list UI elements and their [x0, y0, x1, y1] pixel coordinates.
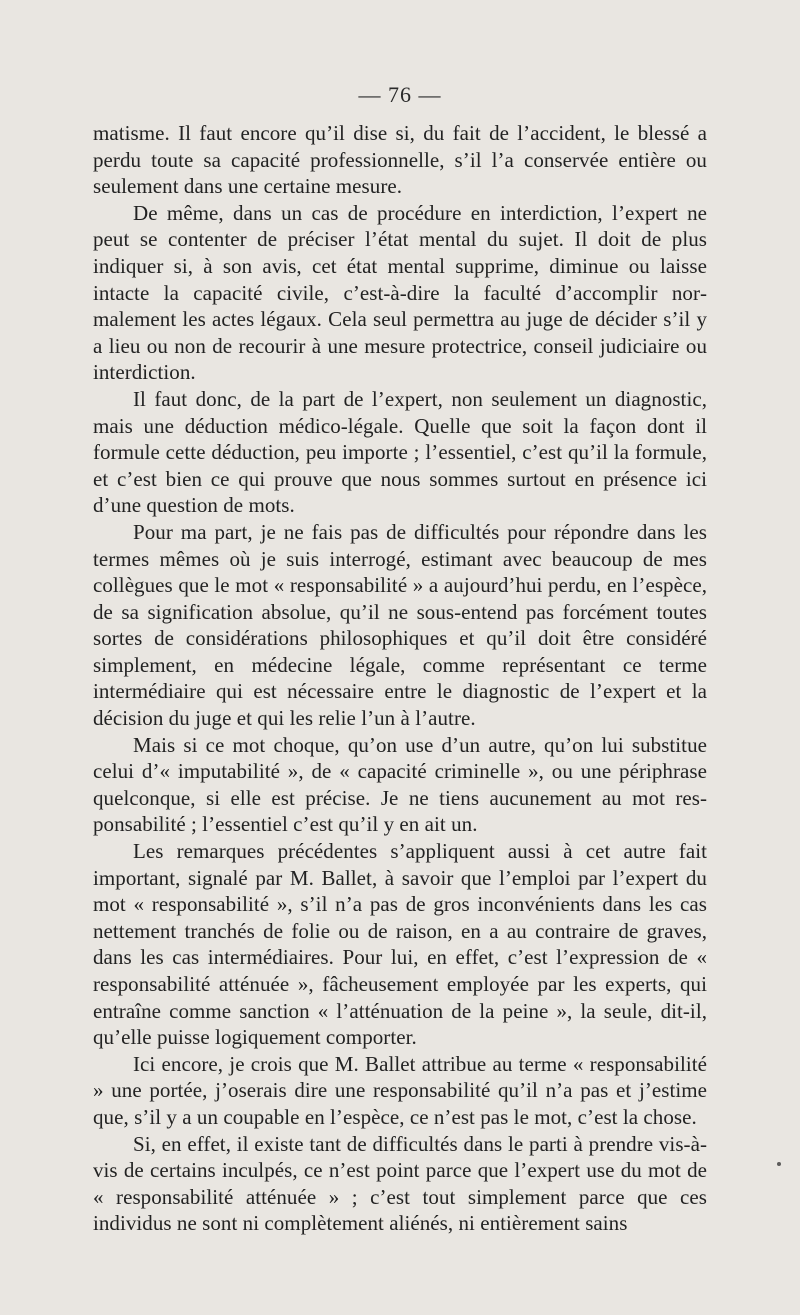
- paragraph: Il faut donc, de la part de l’expert, non seulement un diagnostic, mais une déduction médico-légale. Quelle que soit la façon dont il formule cette déduction, peu importe ; l’essentiel, c’est qu’il la formule, et c’est bien ce qui prouve que nous sommes surtout en présence ici d’une question de mots.: [93, 386, 707, 518]
- paragraph: Mais si ce mot choque, qu’on use d’un autre, qu’on lui substitue celui d’« imputabilité », de « capacité criminelle », ou une périphrase quelconque, si elle est précise. Je ne tiens aucunement au mot responsabilité ; l’essentiel c’est qu’il y en ait un.: [93, 732, 707, 837]
- paragraph: Les remarques précédentes s’appliquent aussi à cet autre fait important, signalé par M. Ballet, à savoir que l’emploi par l’expert du mot « responsabilité », s’il n’a pas de gros inconvénients dans les cas nettement tranchés de folie ou de raison, en a au contraire de graves, dans les cas intermédiaires. Pour lui, en effet, c’est l’expression de « responsabilité atténuée », fâcheusement employée par les experts, qui entraîne comme sanction « l’atténuation de la peine », la seule, dit-il, qu’elle puisse logiquement comporter.: [93, 839, 707, 1050]
- paragraph: Ici encore, je crois que M. Ballet attribue au terme « responsabilité » une portée, j’oserais dire une responsabilité qu’il n’a pas et j’estime que, s’il y a un coupable en l’espèce, ce n’est pas le mot, c’est la chose.: [93, 1051, 707, 1129]
- paper-speck: [777, 1162, 781, 1166]
- paragraph: Pour ma part, je ne fais pas de difficultés pour répondre dans les termes mêmes où je suis interrogé, estimant avec beaucoup de mes collègues que le mot « responsabilité » a aujourd’hui perdu, en l’espèce, de sa signification absolue, qu’il ne sous-entend pas forcément toutes sortes de considérations philosophiques et qu’il doit être considéré simplement, en médecine légale, comme représentant ce terme intermédiaire qui est nécessaire entre le diagnostic de l’expert et la décision du juge et qui les relie l’un à l’autre.: [93, 519, 707, 731]
- paragraph: De même, dans un cas de procédure en interdiction, l’expert ne peut se contenter de préciser l’état mental du sujet. Il doit de plus indiquer si, à son avis, cet état mental supprime, diminue ou laisse intacte la capacité civile, c’est-à-dire la faculté d’accomplir normalement les actes légaux. Cela seul permettra au juge de décider s’il y a lieu ou non de recourir à une mesure protectrice, conseil judiciaire ou interdiction.: [93, 200, 707, 385]
- page-number: — 76 —: [358, 82, 442, 107]
- paragraph: Si, en effet, il existe tant de difficultés dans le parti à prendre vis-à-vis de certains inculpés, ce n’est point parce que l’expert use du mot de « responsabilité atténuée » ; c’est tout simplement parce que ces individus ne sont ni complètement aliénés, ni entièrement sains: [93, 1131, 707, 1236]
- main-text: [93, 120, 707, 1237]
- paragraph-continuation: matisme. Il faut encore qu’il dise si, du fait de l’accident, le blessé a perdu toute sa capacité professionnelle, s’il l’a conservée entière ou seulement dans une certaine mesure.: [93, 121, 707, 199]
